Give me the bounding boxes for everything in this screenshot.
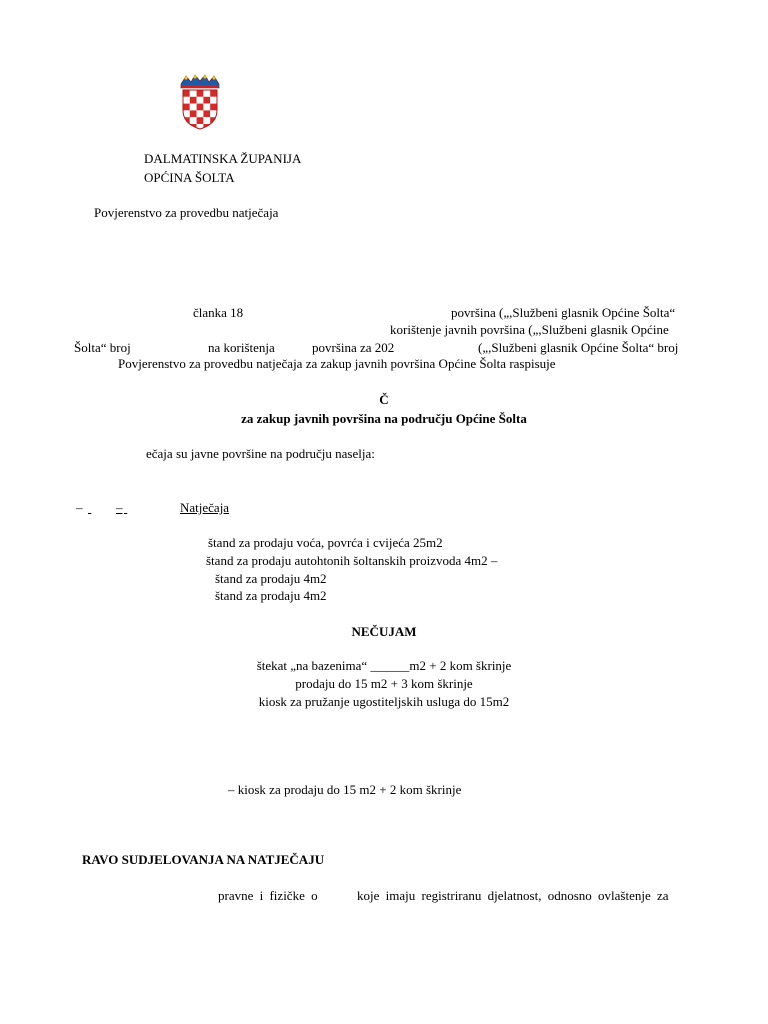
row-blank-1 xyxy=(88,500,116,516)
intro-line1-end: površina („,Službeni glasnik Općine Šolta“ xyxy=(451,305,676,320)
intro-line4: Povjerenstvo za provedbu natječaja za zakup javnih površina Općine Šolta raspisuje xyxy=(118,356,556,371)
section2-heading: RAVO SUDJELOVANJA NA NATJEČAJU xyxy=(82,852,325,867)
list-item: štand za prodaju 4m2 xyxy=(215,571,327,586)
county-name: DALMATINSKA ŽUPANIJA xyxy=(144,151,302,166)
list-item: štekat „na bazenima“ ______m2 + 2 kom škrinje xyxy=(256,658,512,673)
title-letter: Č xyxy=(379,392,389,407)
coat-of-arms-icon xyxy=(178,74,222,130)
row-blank-2 xyxy=(124,500,180,516)
committee-name: Povjerenstvo za provedbu natječaja xyxy=(94,205,279,220)
document-subtitle: za zakup javnih površina na području Općine Šolta xyxy=(241,411,527,426)
intro-article: članka 18 xyxy=(193,305,244,320)
section2-line-b: koje imaju registriranu djelatnost, odnosno ovlaštenje za xyxy=(357,888,669,903)
row-label: Natječaja xyxy=(180,500,230,515)
list-item: kiosk za pružanje ugostiteljskih usluga do 15m2 xyxy=(258,694,510,709)
crown xyxy=(181,75,219,88)
list-item: štand za prodaju 4m2 xyxy=(215,588,327,603)
row-dash-1: – xyxy=(76,500,83,515)
intro-line3-d: („,Službeni glasnik Općine Šolta“ broj xyxy=(478,340,679,355)
checkerboard-shield xyxy=(183,90,217,130)
list-item: štand za prodaju autohtonih šoltanskih proizvoda 4m2 – xyxy=(206,553,498,568)
intro-line3-b: na korištenja xyxy=(208,340,275,355)
intro-line2: korištenje javnih površina („,Službeni glasnik Općine xyxy=(390,322,669,337)
extra-item: – kiosk za prodaju do 15 m2 + 2 kom škrinje xyxy=(228,782,462,797)
intro-line3-a: Šolta“ broj xyxy=(74,340,131,355)
list-item: štand za prodaju voća, povrća i cvijeća 25m2 xyxy=(208,535,443,550)
section2-line-a: pravne i fizičke o xyxy=(218,888,318,903)
row-dash-2: – xyxy=(116,500,123,515)
list-item: prodaju do 15 m2 + 3 kom škrinje xyxy=(295,676,473,691)
municipality-name: OPĆINA ŠOLTA xyxy=(144,170,235,185)
intro-line3-c: površina za 202 xyxy=(312,340,395,355)
place-heading: NEČUJAM xyxy=(351,624,417,639)
section1-lead: ečaja su javne površine na području naselja: xyxy=(146,446,375,461)
